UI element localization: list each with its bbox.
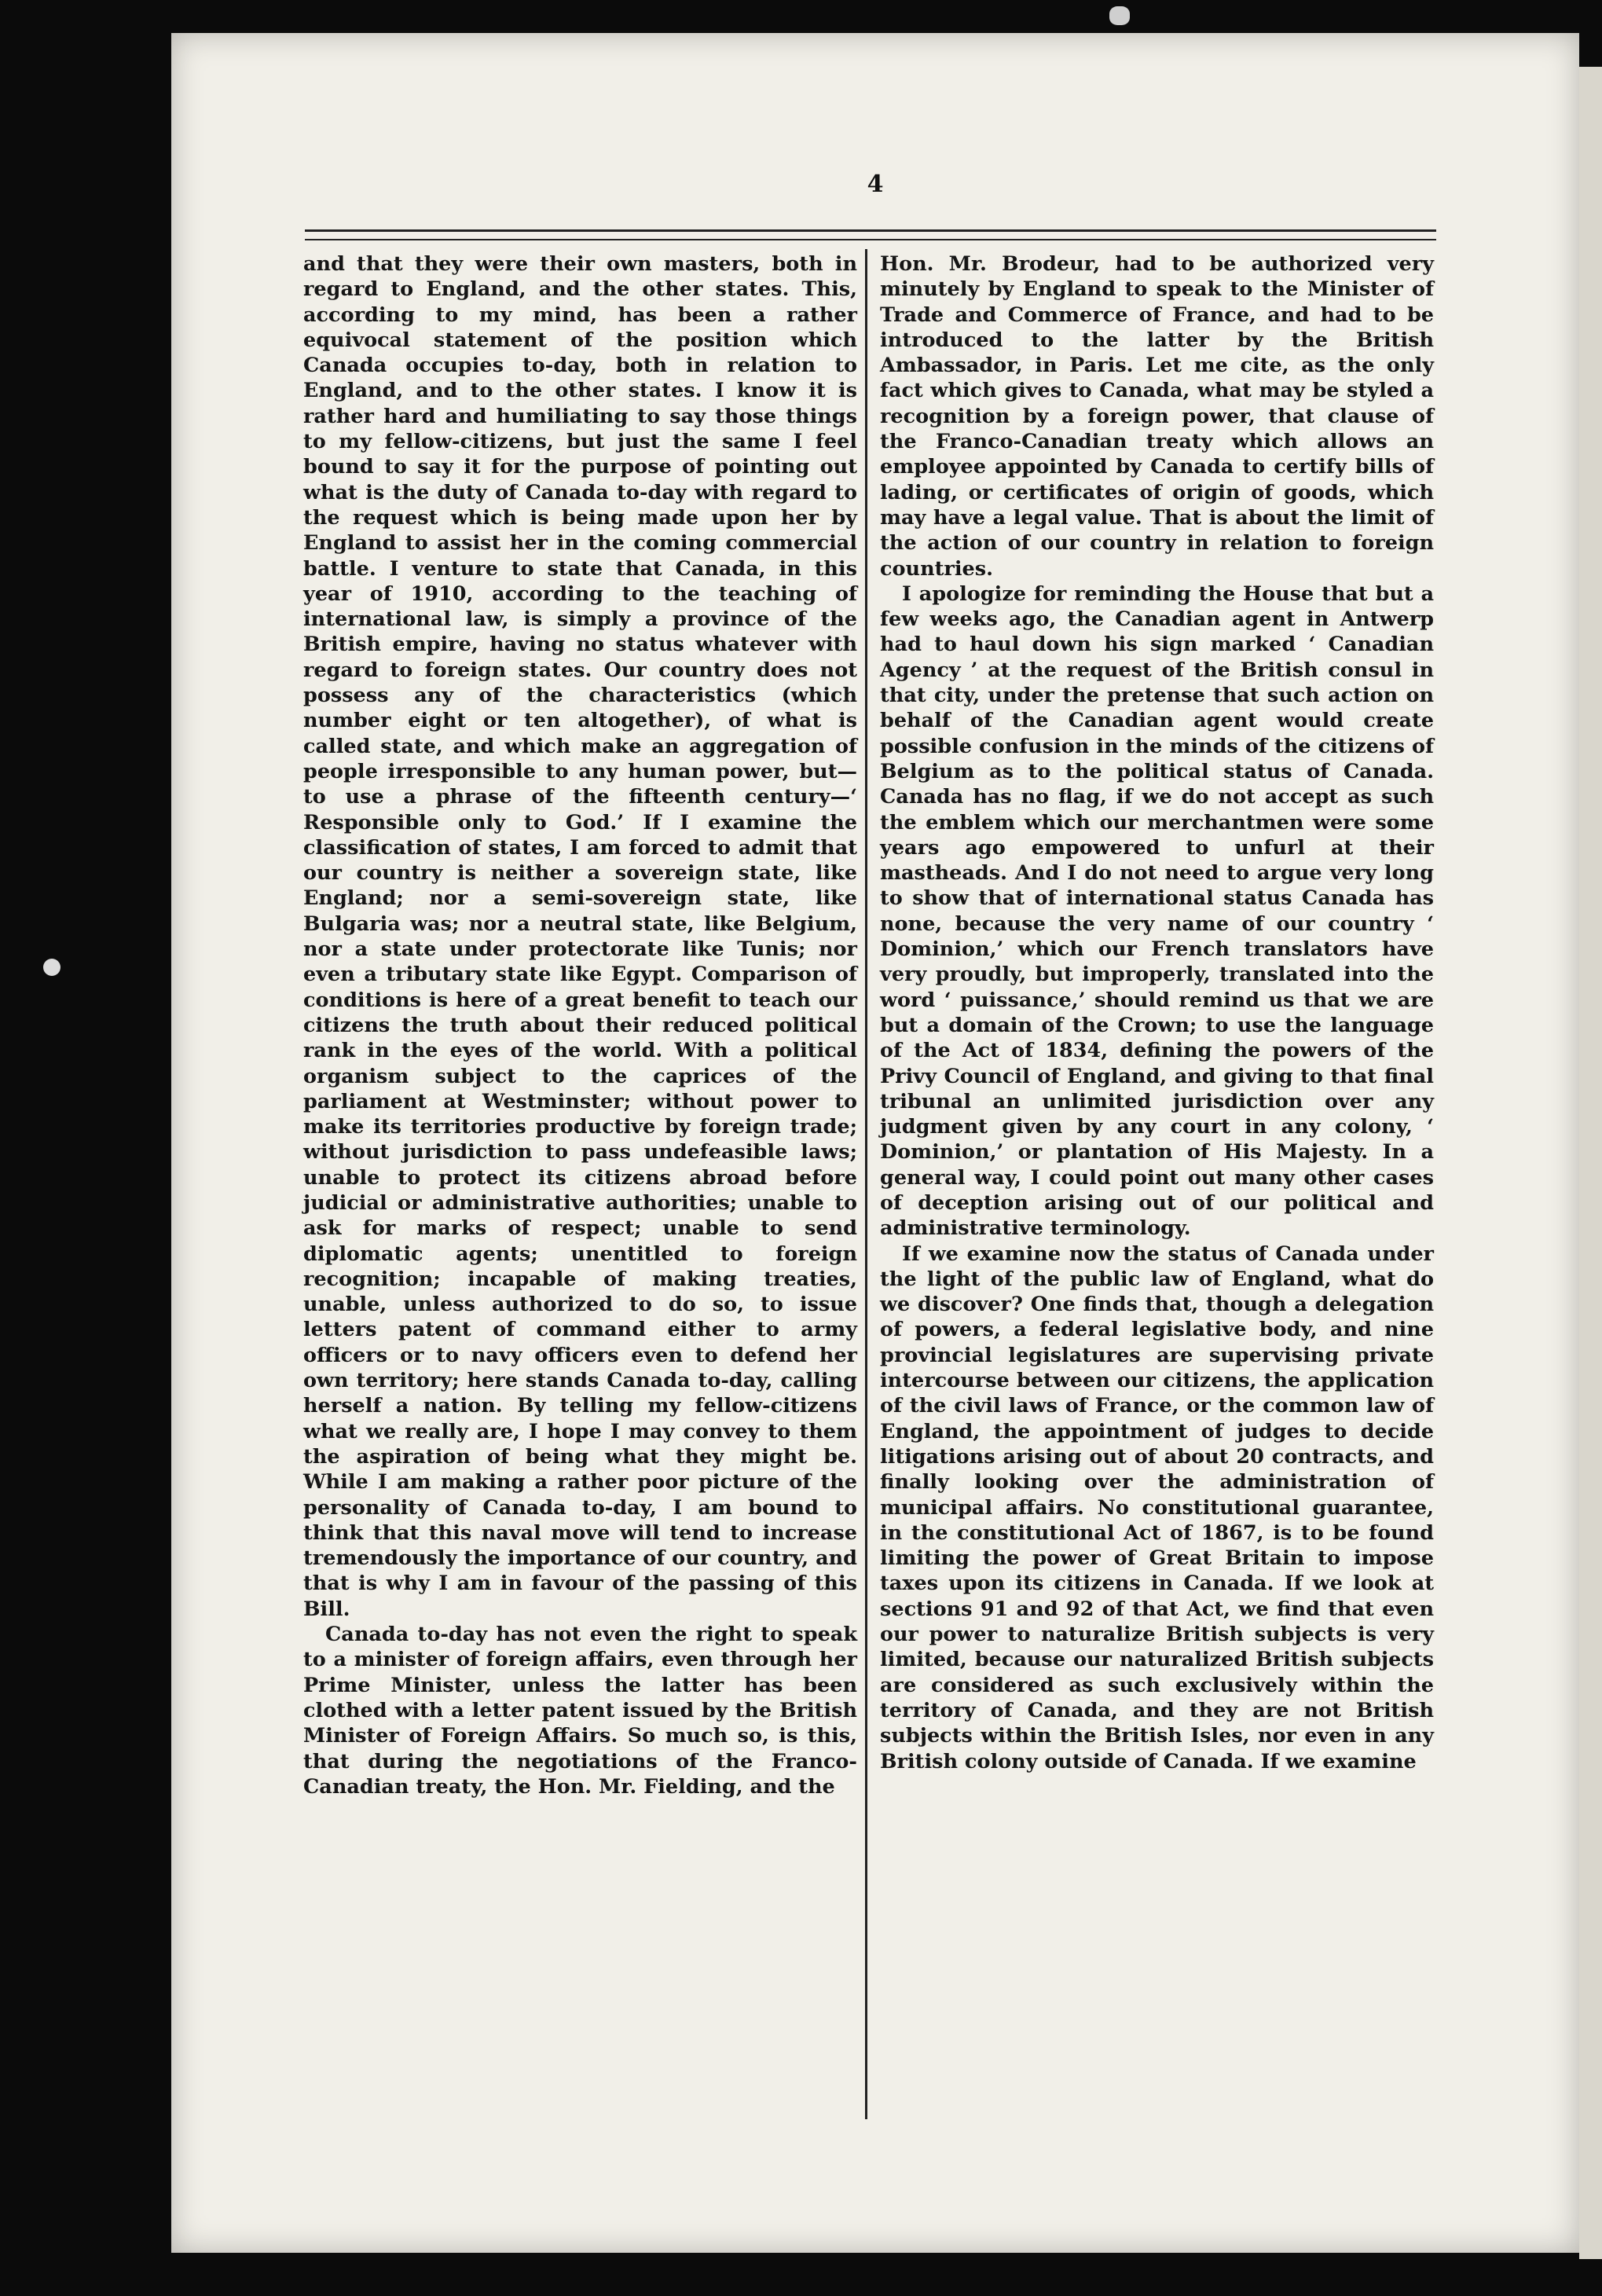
left-paragraph-2: Canada to-day has not even the right to speak to a minister of foreign affairs, even through her Prime Minister, unless the latter has been clothed with a letter patent issued by the British Minister of Foreign Affairs. So much so, is this, that during the negotiations of the Franco-Canadian treaty, the Hon. Mr. Fielding, and the <box>303 1623 857 1799</box>
right-paragraph-3: If we examine now the status of Canada under the light of the public law of England, what do we discover? One finds that, though a delegation of powers, a federal legislative body, and nine provincial legislatures are supervising private intercourse between our citizens, the application of the civil laws of France, or the common law of England, the appointment of judges to decide litigations arising out of about 20 contracts, and finally looking over the administration of municipal affairs. No constitutional guarantee, in the constitutional Act of 1867, is to be found limiting the power of Great Britain to impose taxes upon its citizens in Canada. If we look at sections 91 and 92 of that Act, we find that even our power to naturalize British subjects is very limited, because our naturalized British subjects are considered as such exclusively within the territory of Canada, and they are not British subjects within the British Isles, nor even in any British colony outside of Canada. If we examine <box>880 1242 1434 1773</box>
left-paragraph-1: and that they were their own masters, both in regard to England, and the other states. This, according to my mind, has been a rather equivocal statement of the position which Canada occupies to-day, both in relation to England, and to the other states. I know it is rather hard and humiliating to say those things to my fellow-citizens, but just the same I feel bound to say it for the purpose of pointing out what is the duty of Canada to-day with regard to the request which is being made upon her by England to assist her in the coming commercial battle. I venture to state that Canada, in this year of 1910, according to the teaching of international law, is simply a province of the British empire, having no status whatever with regard to foreign states. Our country does not possess any of the characteristics (which number eight or ten altogether), of what is called state, and which make an aggregation of people irresponsible to any human power, but—to use a phrase of the fifteenth century—‘ Responsible only to God.’ If I examine the classification of states, I am forced to admit that our country is neither a sovereign state, like England; nor a semi-sovereign state, like Bulgaria was; nor a neutral state, like Belgium, nor a state under protectorate like Tunis; nor even a tributary state like Egypt. Comparison of conditions is here of a great benefit to teach our citizens the truth about their reduced political rank in the eyes of the world. With a political organism subject to the caprices of the parliament at Westminster; without power to make its territories productive by foreign trade; without jurisdiction to pass undefeasible laws; unable to protect its citizens abroad before judicial or administrative authorities; unable to ask for marks of respect; unable to send diplomatic agents; unentitled to foreign recognition; incapable of making treaties, unable, unless authorized to do so, to issue letters patent of command either to army officers or to navy officers even to defend her own territory; here stands Canada to-day, calling herself a nation. By telling my fellow-citizens what we really are, I hope I may convey to them the aspiration of being what they might be. While I am making a rather poor picture of the personality of Canada to-day, I am bound to think that this naval move will tend to increase tremendously the importance of our country, and that is why I am in favour of the passing of this Bill. <box>303 252 857 1621</box>
top-smudge <box>1109 6 1130 25</box>
left-column <box>303 251 857 1799</box>
right-paragraph-2: I apologize for reminding the House that but a few weeks ago, the Canadian agent in Antwerp had to haul down his sign marked ‘ Canadian Agency ’ at the request of the British consul in that city, under the pretense that such action on behalf of the Canadian agent would create possible confusion in the minds of the citizens of Belgium as to the political status of Canada. Canada has no flag, if we do not accept as such the emblem which our merchantmen were some years ago empowered to unfurl at their mastheads. And I do not need to argue very long to show that of international status Canada has none, because the very name of our country ‘ Dominion,’ which our French translators have very proudly, but improperly, translated into the word ‘ puissance,’ should remind us that we are but a domain of the Crown; to use the language of the Act of 1834, defining the powers of the Privy Council of England, and giving to that final tribunal an unlimited jurisdiction over any judgment given by any court in any colony, ‘ Dominion,’ or plantation of His Majesty. In a general way, I could point out many other cases of deception arising out of our political and administrative terminology. <box>880 581 1434 1241</box>
margin-smudge <box>43 959 60 976</box>
document-page <box>171 33 1579 2253</box>
right-paragraph-1: Hon. Mr. Brodeur, had to be authorized very minutely by England to speak to the Minister of Trade and Commerce of France, and had to be introduced to the latter by the British Ambassador, in Paris. Let me cite, as the only fact which gives to Canada, what may be styled a recognition by a foreign power, that clause of the Franco-Canadian treaty which allows an employee appointed by Canada to certify bills of lading, or certificates of origin of goods, which may have a legal value. That is about the limit of the action of our country in relation to foreign countries. <box>880 252 1434 581</box>
page-number: 4 <box>867 171 884 198</box>
right-column <box>880 251 1434 1774</box>
header-rule-secondary <box>305 239 1436 240</box>
column-divider <box>865 249 867 2119</box>
header-rule <box>305 229 1436 232</box>
adjacent-page-edge <box>1579 67 1602 2259</box>
